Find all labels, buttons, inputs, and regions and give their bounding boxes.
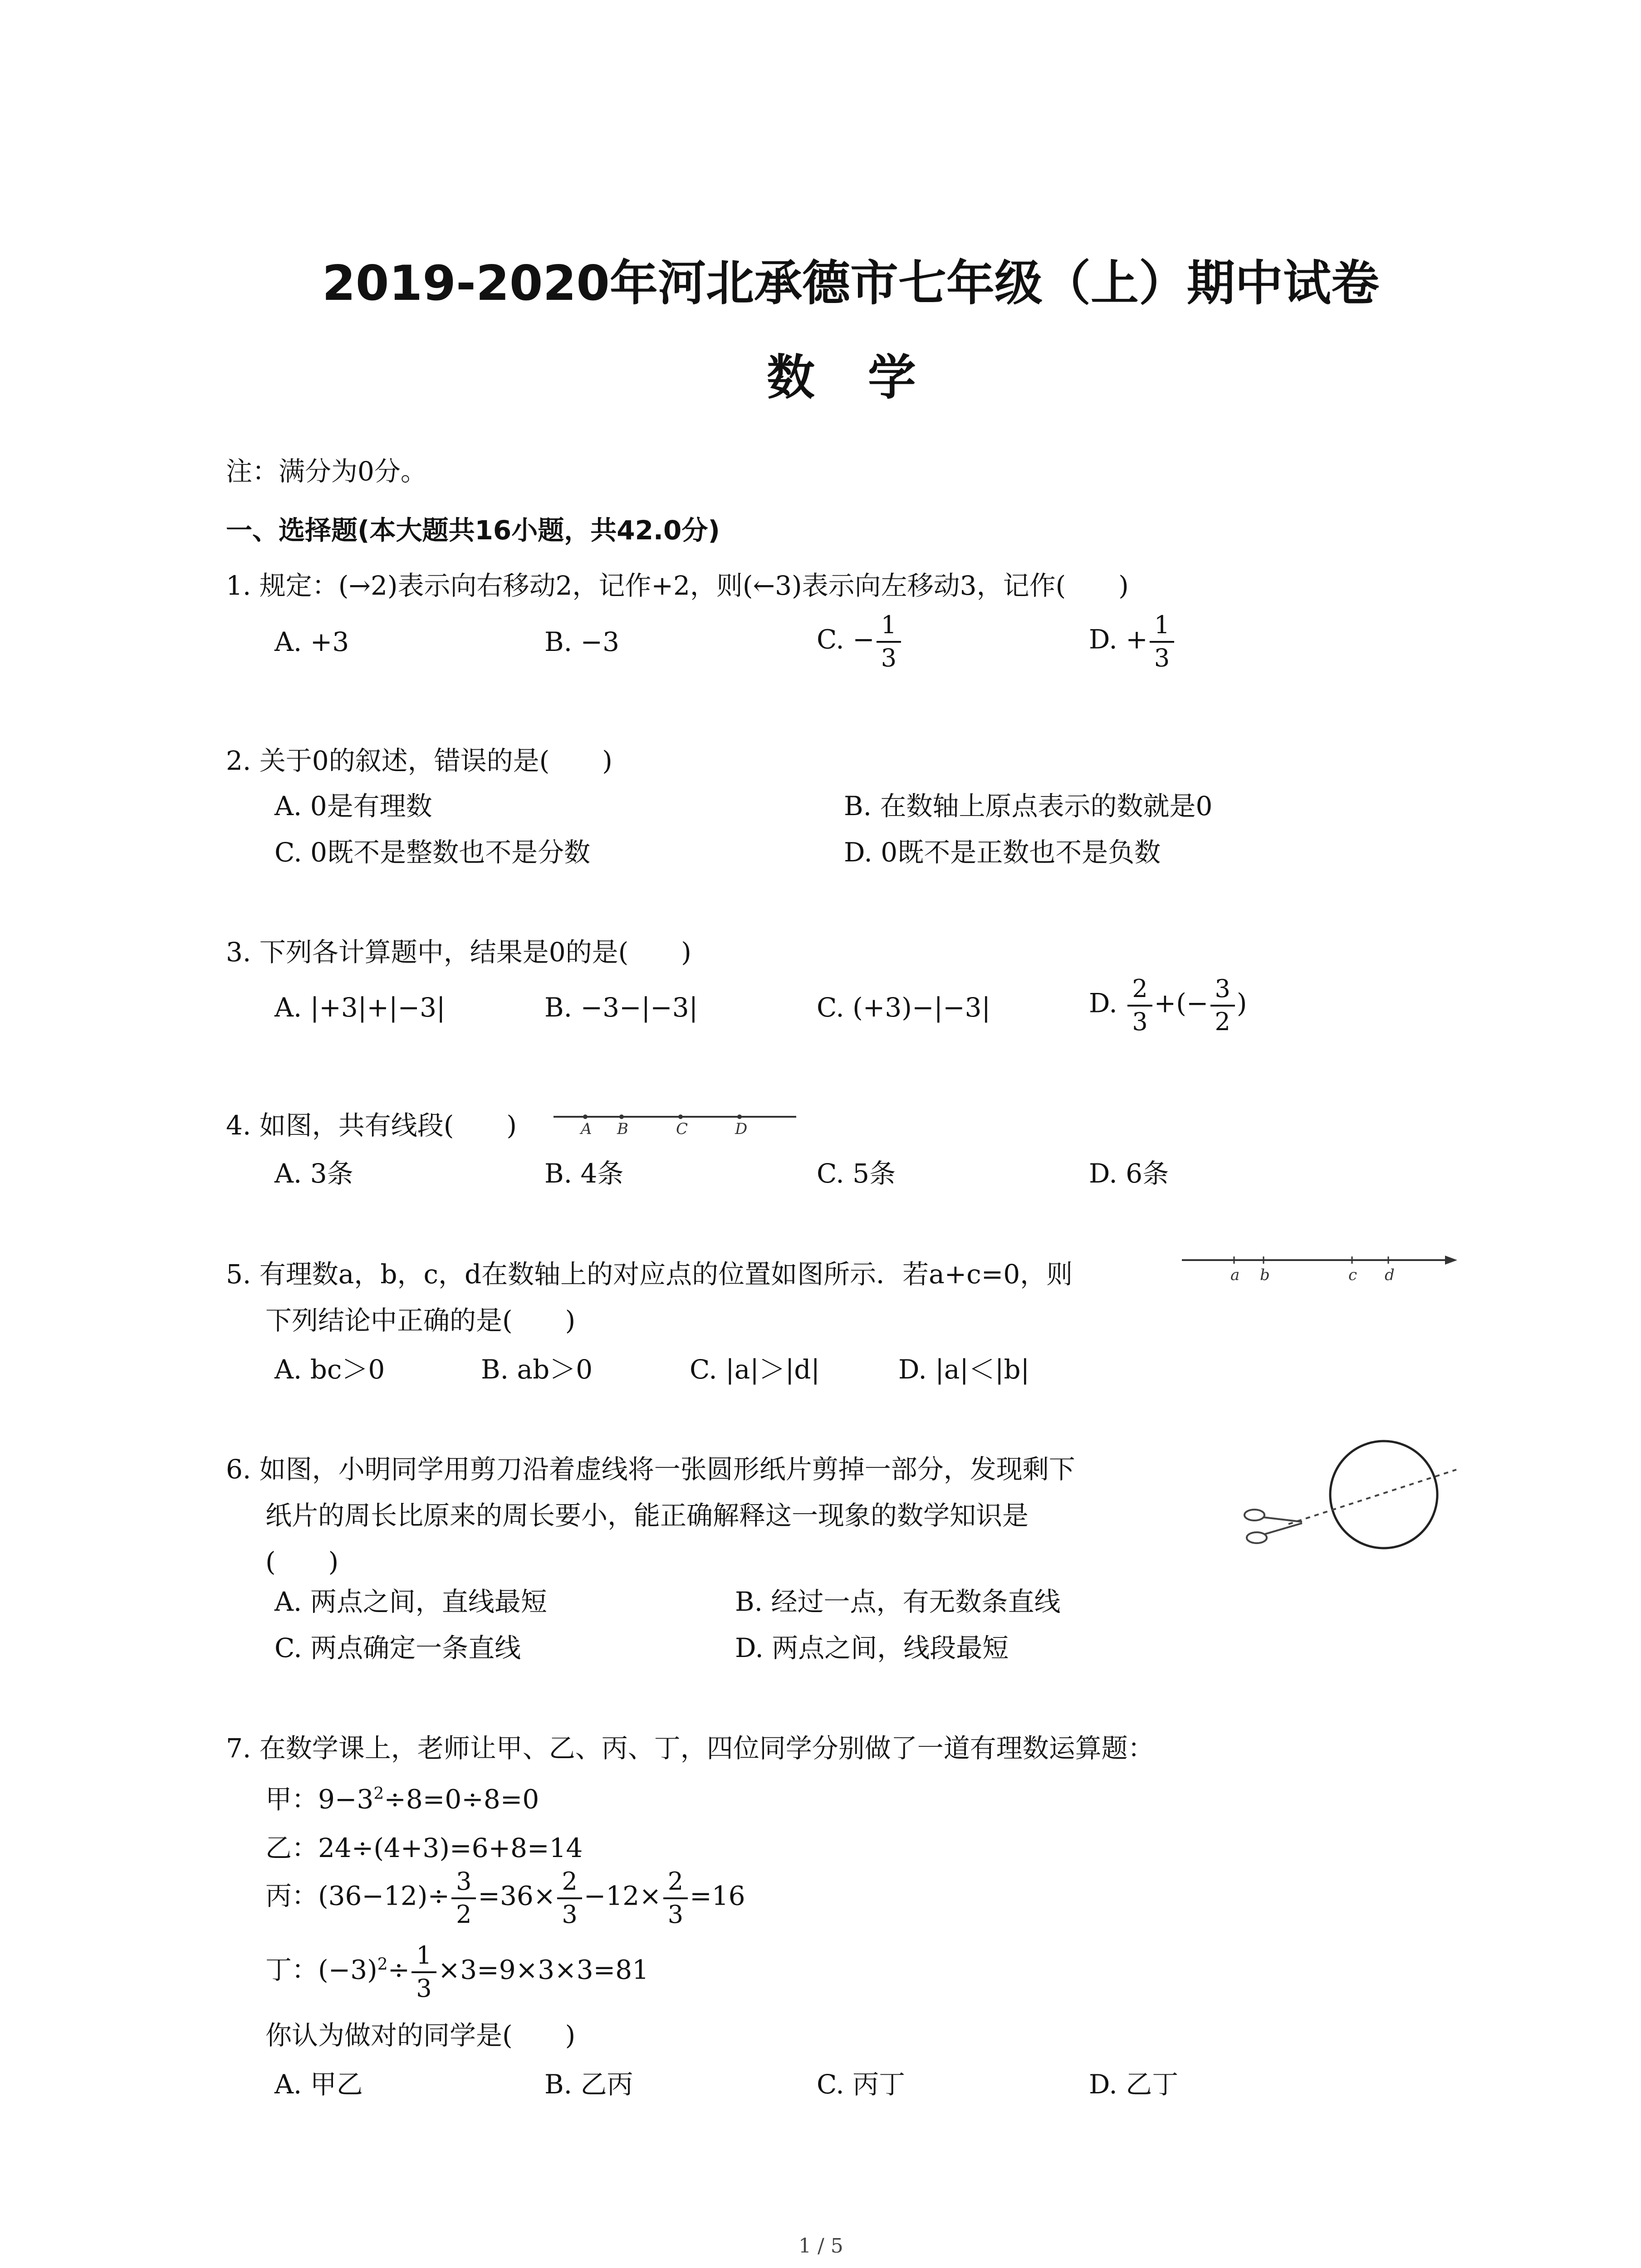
q2-option-c: C. 0既不是整数也不是分数 xyxy=(274,837,591,868)
q7-ding-end: ×3=9×3×3=81 xyxy=(438,1954,649,1985)
fraction-numerator: 2 xyxy=(557,1869,582,1899)
q7-ding xyxy=(265,1943,649,2001)
fraction-numerator: 1 xyxy=(1150,612,1174,643)
q3-option-b: B. −3−|−3| xyxy=(544,992,698,1023)
q7-stem: 7. 在数学课上，老师让甲、乙、丙、丁，四位同学分别做了一道有理数运算题： xyxy=(226,1733,1154,1764)
q5-option-b: B. ab＞0 xyxy=(481,1354,593,1385)
q4-option-c: C. 5条 xyxy=(817,1158,896,1189)
cut-dashed-line xyxy=(1288,1470,1456,1524)
label-a: A xyxy=(581,1120,592,1138)
q6-option-a: A. 两点之间，直线最短 xyxy=(274,1586,547,1617)
exam-title: 2019-2020年河北承德市七年级（上）期中试卷 xyxy=(322,255,1380,311)
paper-circle xyxy=(1330,1441,1437,1548)
q1-option-b: B. −3 xyxy=(544,626,619,657)
q7-option-a: A. 甲乙 xyxy=(274,2069,363,2100)
fraction-denominator: 3 xyxy=(562,1900,578,1929)
q5-stem-line2: 下列结论中正确的是( ) xyxy=(265,1305,576,1336)
q7-jia-start: 甲：9−3 xyxy=(265,1784,374,1815)
q7-ding-exponent: 2 xyxy=(377,1955,388,1974)
q7-jia-exponent: 2 xyxy=(373,1784,384,1803)
page-number: 1 / 5 xyxy=(798,2234,843,2258)
q7-bing-fraction-3 xyxy=(663,1869,688,1927)
fraction-denominator: 3 xyxy=(416,1974,432,2003)
label-b: B xyxy=(617,1120,628,1138)
q7-option-b: B. 乙丙 xyxy=(544,2069,633,2100)
q2-option-d: D. 0既不是正数也不是负数 xyxy=(844,837,1161,868)
q5-number-line-figure xyxy=(1180,1243,1461,1288)
q4-stem: 4. 如图，共有线段( ) xyxy=(226,1110,517,1141)
point-d xyxy=(737,1114,742,1119)
q6-stem-line1: 6. 如图，小明同学用剪刀沿着虚线将一张圆形纸片剪掉一部分，发现剩下 xyxy=(226,1454,1075,1485)
fraction-denominator: 2 xyxy=(456,1900,472,1929)
q1-option-a: A. +3 xyxy=(274,626,349,657)
point-c xyxy=(678,1114,683,1119)
q7-jia xyxy=(265,1784,539,1815)
q1-option-d-label: D. + xyxy=(1089,624,1148,655)
q2-option-b: B. 在数轴上原点表示的数就是0 xyxy=(844,791,1213,821)
fraction-numerator: 1 xyxy=(411,1943,436,1973)
q4-line-segment-figure xyxy=(549,1107,803,1143)
q7-bing xyxy=(265,1869,745,1927)
score-note: 注：满分为0分。 xyxy=(226,456,427,487)
q1-option-c-label: C. − xyxy=(817,624,875,655)
fraction-denominator: 3 xyxy=(1132,1007,1148,1036)
q3-option-c: C. (+3)−|−3| xyxy=(817,992,991,1023)
q4-option-a: A. 3条 xyxy=(274,1158,353,1189)
subject-title: 数 学 xyxy=(767,350,934,406)
q7-option-c: C. 丙丁 xyxy=(817,2069,906,2100)
q1-d-fraction xyxy=(1150,612,1174,671)
q6-option-d: D. 两点之间，线段最短 xyxy=(735,1633,1009,1663)
q7-ding-divide: ÷ xyxy=(387,1954,410,1985)
q7-jia-rest: ÷8=0÷8=0 xyxy=(384,1784,539,1815)
q3-d-fraction-1 xyxy=(1127,976,1152,1035)
q7-ding-start: 丁：(−3) xyxy=(265,1954,377,1985)
q7-yi: 乙：24÷(4+3)=6+8=14 xyxy=(265,1833,583,1863)
q7-bing-start: 丙：(36−12)÷ xyxy=(265,1880,450,1911)
q4-option-b: B. 4条 xyxy=(544,1158,624,1189)
q1-option-d xyxy=(1089,612,1176,671)
fraction-numerator: 2 xyxy=(1127,976,1152,1007)
q5-option-a: A. bc＞0 xyxy=(274,1354,385,1385)
q7-bing-part-3: −12× xyxy=(583,1880,661,1911)
fraction-numerator: 3 xyxy=(451,1869,476,1899)
q2-option-a: A. 0是有理数 xyxy=(274,791,432,821)
fraction-denominator: 3 xyxy=(881,643,897,672)
q5-option-d: D. |a|＜|b| xyxy=(898,1354,1030,1385)
label-c: c xyxy=(1348,1266,1357,1284)
fraction-numerator: 1 xyxy=(877,612,901,643)
q3-d-operator: +(− xyxy=(1154,987,1209,1019)
q3-d-fraction-2 xyxy=(1210,976,1235,1035)
label-a: a xyxy=(1230,1266,1240,1284)
q6-option-b: B. 经过一点，有无数条直线 xyxy=(735,1586,1061,1617)
q3-option-a: A. |+3|+|−3| xyxy=(274,992,446,1023)
fraction-denominator: 2 xyxy=(1215,1007,1230,1036)
q3-d-close: ) xyxy=(1236,987,1247,1019)
q3-option-d-label: D. xyxy=(1089,987,1117,1019)
fraction-numerator: 2 xyxy=(663,1869,688,1899)
q7-bing-end: =16 xyxy=(690,1880,745,1911)
q6-circle-scissors-figure xyxy=(1234,1433,1461,1565)
q6-option-c: C. 两点确定一条直线 xyxy=(274,1633,521,1663)
q7-option-d: D. 乙丁 xyxy=(1089,2069,1179,2100)
q6-stem-line3: ( ) xyxy=(265,1546,339,1577)
q1-option-c xyxy=(817,612,903,671)
q7-bing-fraction-2 xyxy=(557,1869,582,1927)
fraction-denominator: 3 xyxy=(1154,643,1170,672)
fraction-denominator: 3 xyxy=(667,1900,684,1929)
q7-bing-part-2: =36× xyxy=(478,1880,556,1911)
label-d: d xyxy=(1385,1266,1395,1284)
q3-option-d xyxy=(1089,976,1247,1035)
q7-ask: 你认为做对的同学是( ) xyxy=(265,2020,576,2051)
q5-option-c: C. |a|＞|d| xyxy=(690,1354,820,1385)
arrow-head-icon xyxy=(1445,1256,1457,1265)
fraction-numerator: 3 xyxy=(1210,976,1235,1007)
label-d: D xyxy=(735,1120,748,1138)
q1-c-fraction xyxy=(877,612,901,671)
label-b: b xyxy=(1260,1266,1270,1284)
point-b xyxy=(619,1114,624,1119)
q2-stem: 2. 关于0的叙述，错误的是( ) xyxy=(226,745,612,776)
q3-stem: 3. 下列各计算题中，结果是0的是( ) xyxy=(226,937,691,968)
point-a xyxy=(583,1114,588,1119)
scissors-icon xyxy=(1244,1510,1302,1543)
q7-bing-fraction-1 xyxy=(451,1869,476,1927)
q7-ding-fraction xyxy=(411,1943,436,2001)
section-title: 一、选择题(本大题共16小题，共42.0分) xyxy=(226,515,720,546)
q6-stem-line2: 纸片的周长比原来的周长要小，能正确解释这一现象的数学知识是 xyxy=(265,1500,1029,1531)
label-c: C xyxy=(676,1120,688,1138)
q1-stem: 1. 规定：(→2)表示向右移动2，记作+2，则(←3)表示向左移动3，记作( ) xyxy=(226,570,1129,601)
q4-option-d: D. 6条 xyxy=(1089,1158,1169,1189)
q5-stem-line1: 5. 有理数a，b，c，d在数轴上的对应点的位置如图所示．若a+c=0，则 xyxy=(226,1259,1073,1290)
